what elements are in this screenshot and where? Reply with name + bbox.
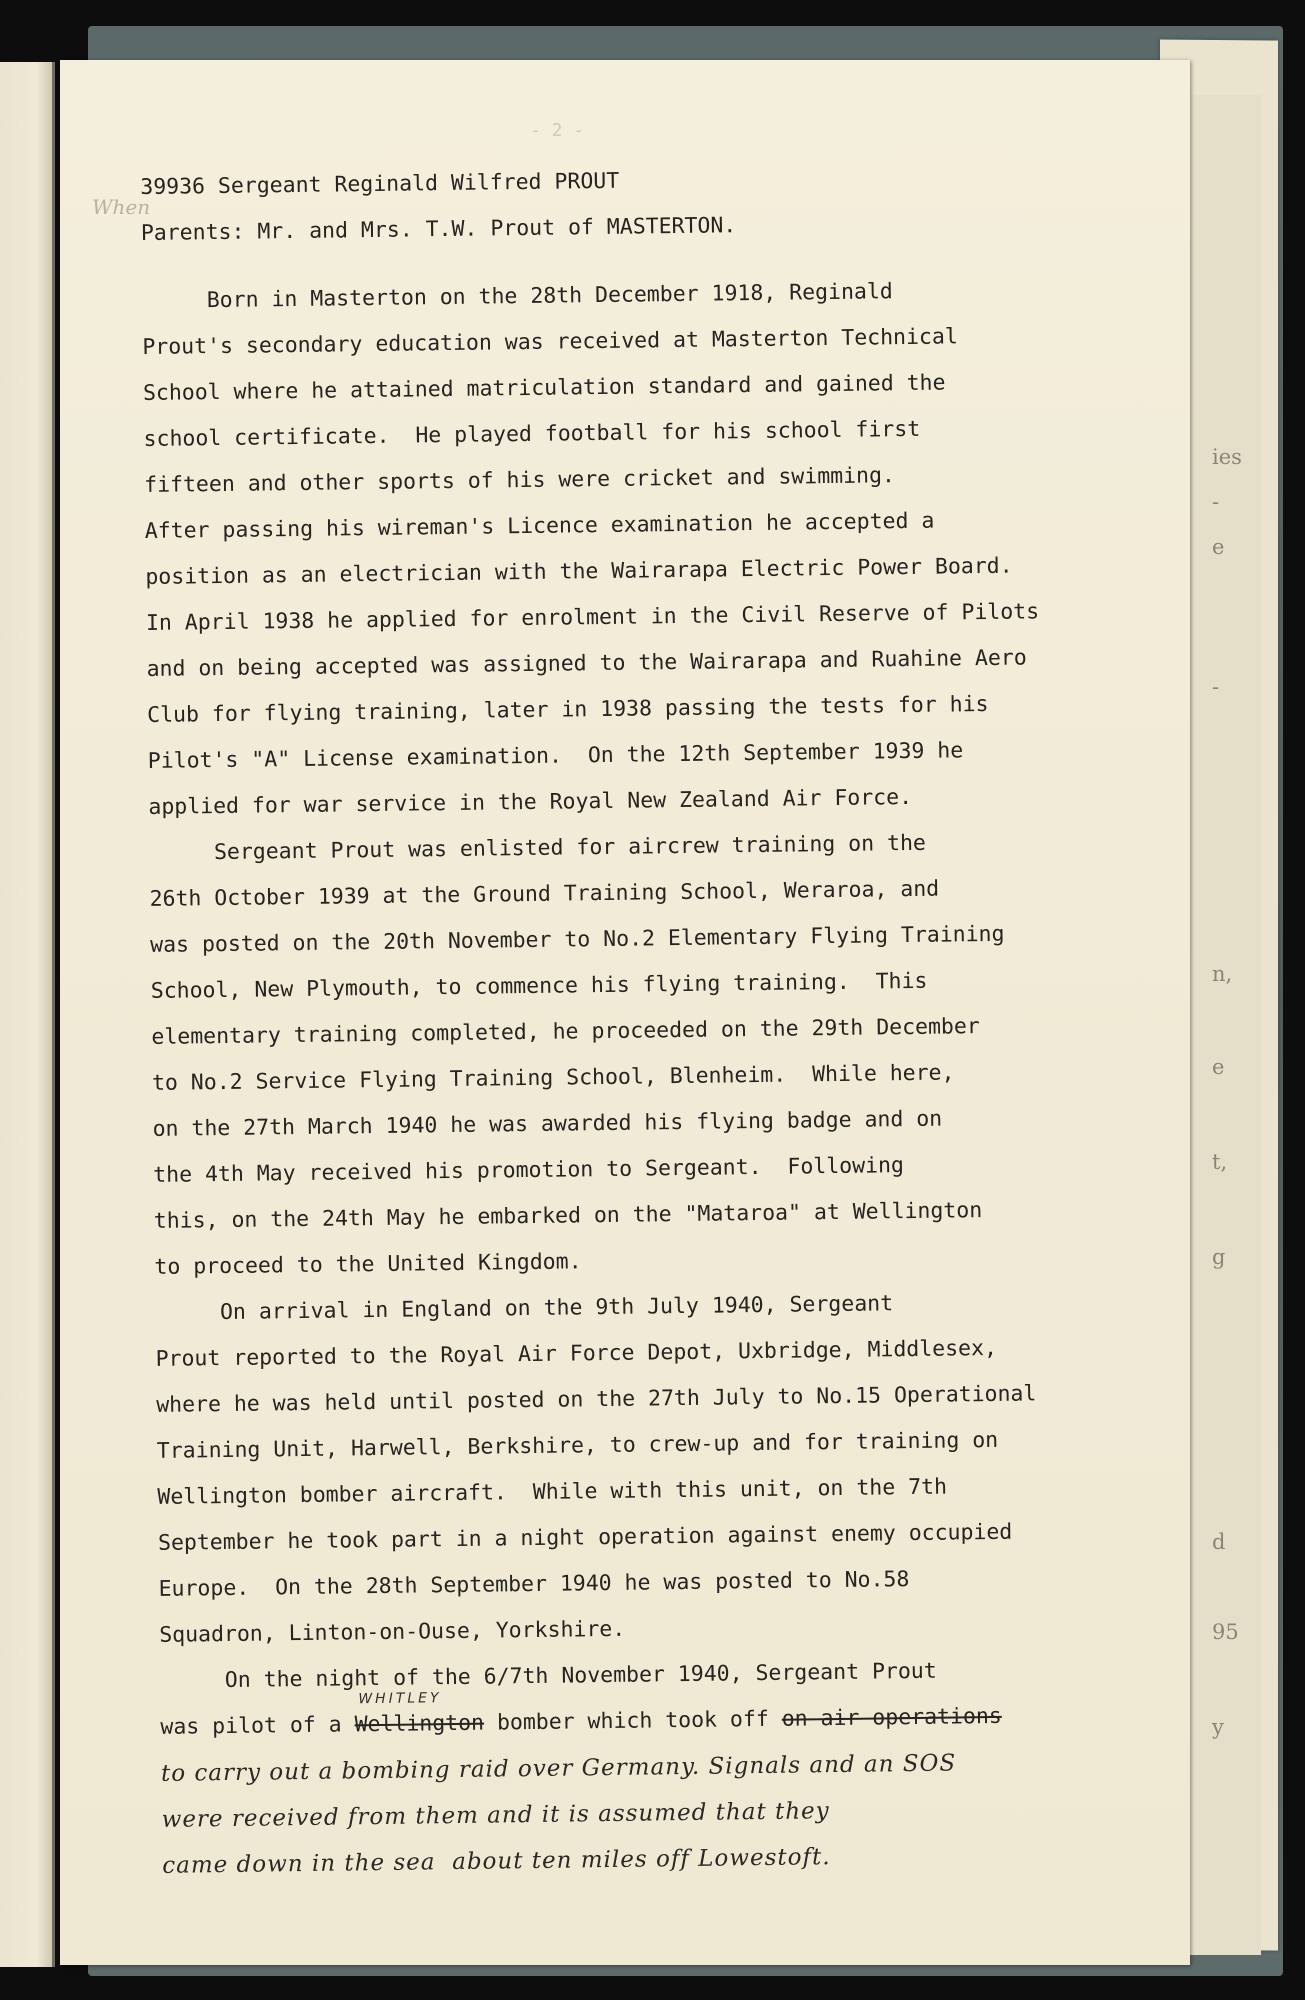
- margin-fragment: e: [1212, 535, 1225, 559]
- paragraph-line: applied for war service in the Royal New Zealand Air Force.: [148, 784, 913, 820]
- struck-word: Wellington: [354, 1710, 485, 1738]
- paragraph-line: In April 1938 he applied for enrolment in the Civil Reserve of Pilots: [145, 599, 1040, 636]
- paragraph-line: Sergeant Prout was enlisted for aircrew training on the: [213, 830, 927, 866]
- margin-fragment: t,: [1212, 1150, 1228, 1174]
- parents-line: Parents: Mr. and Mrs. T.W. Prout of MASTERTON.: [140, 213, 737, 246]
- paragraph-line: and on being accepted was assigned to the Wairarapa and Ruahine Aero: [146, 645, 1027, 682]
- margin-fragment: y: [1212, 1715, 1224, 1739]
- edited-line-prefix: was pilot of a: [160, 1712, 355, 1740]
- paragraph-line: 26th October 1939 at the Ground Training School, Weraroa, and: [149, 876, 940, 912]
- paragraph-line: After passing his wireman's Licence examination he accepted a: [144, 508, 935, 544]
- paragraph-line: school certificate. He played football for his school first: [143, 416, 921, 452]
- paragraph-line: to No.2 Service Flying Training School, Blenheim. While here,: [151, 1060, 955, 1096]
- paragraph-line: was posted on the 20th November to No.2 Elementary Flying Training: [150, 921, 1005, 958]
- handwritten-line: to carry out a bombing raid over Germany. Signals and an SOS: [160, 1750, 957, 1787]
- paragraph-line: Born in Masterton on the 28th December 1918, Reginald: [206, 279, 893, 314]
- paragraph-line: fifteen and other sports of his were cricket and swimming.: [144, 463, 896, 498]
- show-through-note: When: [92, 195, 151, 219]
- service-number-line: 39936 Sergeant Reginald Wilfred PROUT: [140, 168, 620, 200]
- show-through-page-number: - 2 -: [530, 120, 585, 141]
- paragraph-line: Europe. On the 28th September 1940 he was posted to No.58: [158, 1567, 910, 1602]
- aircraft-correction: [354, 1690, 485, 1749]
- edited-line-middle: bomber which took off: [483, 1706, 782, 1736]
- margin-fragment: ies: [1212, 445, 1242, 469]
- margin-fragment: n,: [1212, 962, 1233, 986]
- paragraph-line: the 4th May received his promotion to Sergeant. Following: [153, 1153, 905, 1188]
- paragraph-line: Squadron, Linton-on-Ouse, Yorkshire.: [159, 1616, 626, 1648]
- struck-phrase: on air operations: [781, 1703, 1002, 1732]
- handwritten-insertion: WHITLEY: [358, 1690, 442, 1708]
- handwritten-line: were received from them and it is assumed that they: [161, 1798, 830, 1833]
- paragraph-line: position as an electrician with the Wairarapa Electric Power Board.: [145, 553, 1013, 590]
- handwritten-line: came down in the sea about ten miles off Lowestoft.: [162, 1844, 831, 1879]
- margin-fragment: -: [1212, 675, 1220, 699]
- paragraph-line: On arrival in England on the 9th July 1940, Sergeant: [219, 1291, 894, 1326]
- paragraph-line: On the night of the 6/7th November 1940, Sergeant Prout: [224, 1658, 937, 1694]
- margin-fragment: 95: [1212, 1620, 1239, 1644]
- paragraph-line: to proceed to the United Kingdom.: [154, 1249, 582, 1280]
- paragraph-line: Prout reported to the Royal Air Force Depot, Uxbridge, Middlesex,: [155, 1335, 998, 1372]
- paragraph-line: School where he attained matriculation standard and gained the: [142, 370, 946, 406]
- paragraph-line: Training Unit, Harwell, Berkshire, to crew-up and for training on: [156, 1427, 999, 1464]
- typed-text: [140, 152, 1172, 1889]
- paragraph-line: elementary training completed, he proceeded on the 29th December: [151, 1014, 980, 1050]
- paragraph-line: Club for flying training, later in 1938 passing the tests for his: [147, 691, 989, 728]
- margin-fragment: e: [1212, 1055, 1225, 1079]
- margin-fragment: g: [1212, 1245, 1226, 1269]
- paragraph-line: Pilot's "A" License examination. On the 12th September 1939 he: [147, 738, 964, 774]
- margin-fragment: -: [1212, 490, 1220, 514]
- paragraph-line: Prout's secondary education was received at Masterton Technical: [142, 324, 958, 360]
- margin-fragment: d: [1212, 1530, 1226, 1554]
- paragraph-line: this, on the 24th May he embarked on the "Mataroa" at Wellington: [153, 1198, 983, 1234]
- paragraph-line: Wellington bomber aircraft. While with this unit, on the 7th: [157, 1474, 948, 1510]
- facing-page-edge: [0, 62, 55, 1967]
- paragraph-line: September he took part in a night operation against enemy occupied: [157, 1519, 1013, 1556]
- paragraph-line: where he was held until posted on the 27th July to No.15 Operational: [156, 1381, 1037, 1418]
- paragraph-line: School, New Plymouth, to commence his flying training. This: [150, 968, 928, 1004]
- paragraph-line: on the 27th March 1940 he was awarded his flying badge and on: [152, 1106, 943, 1142]
